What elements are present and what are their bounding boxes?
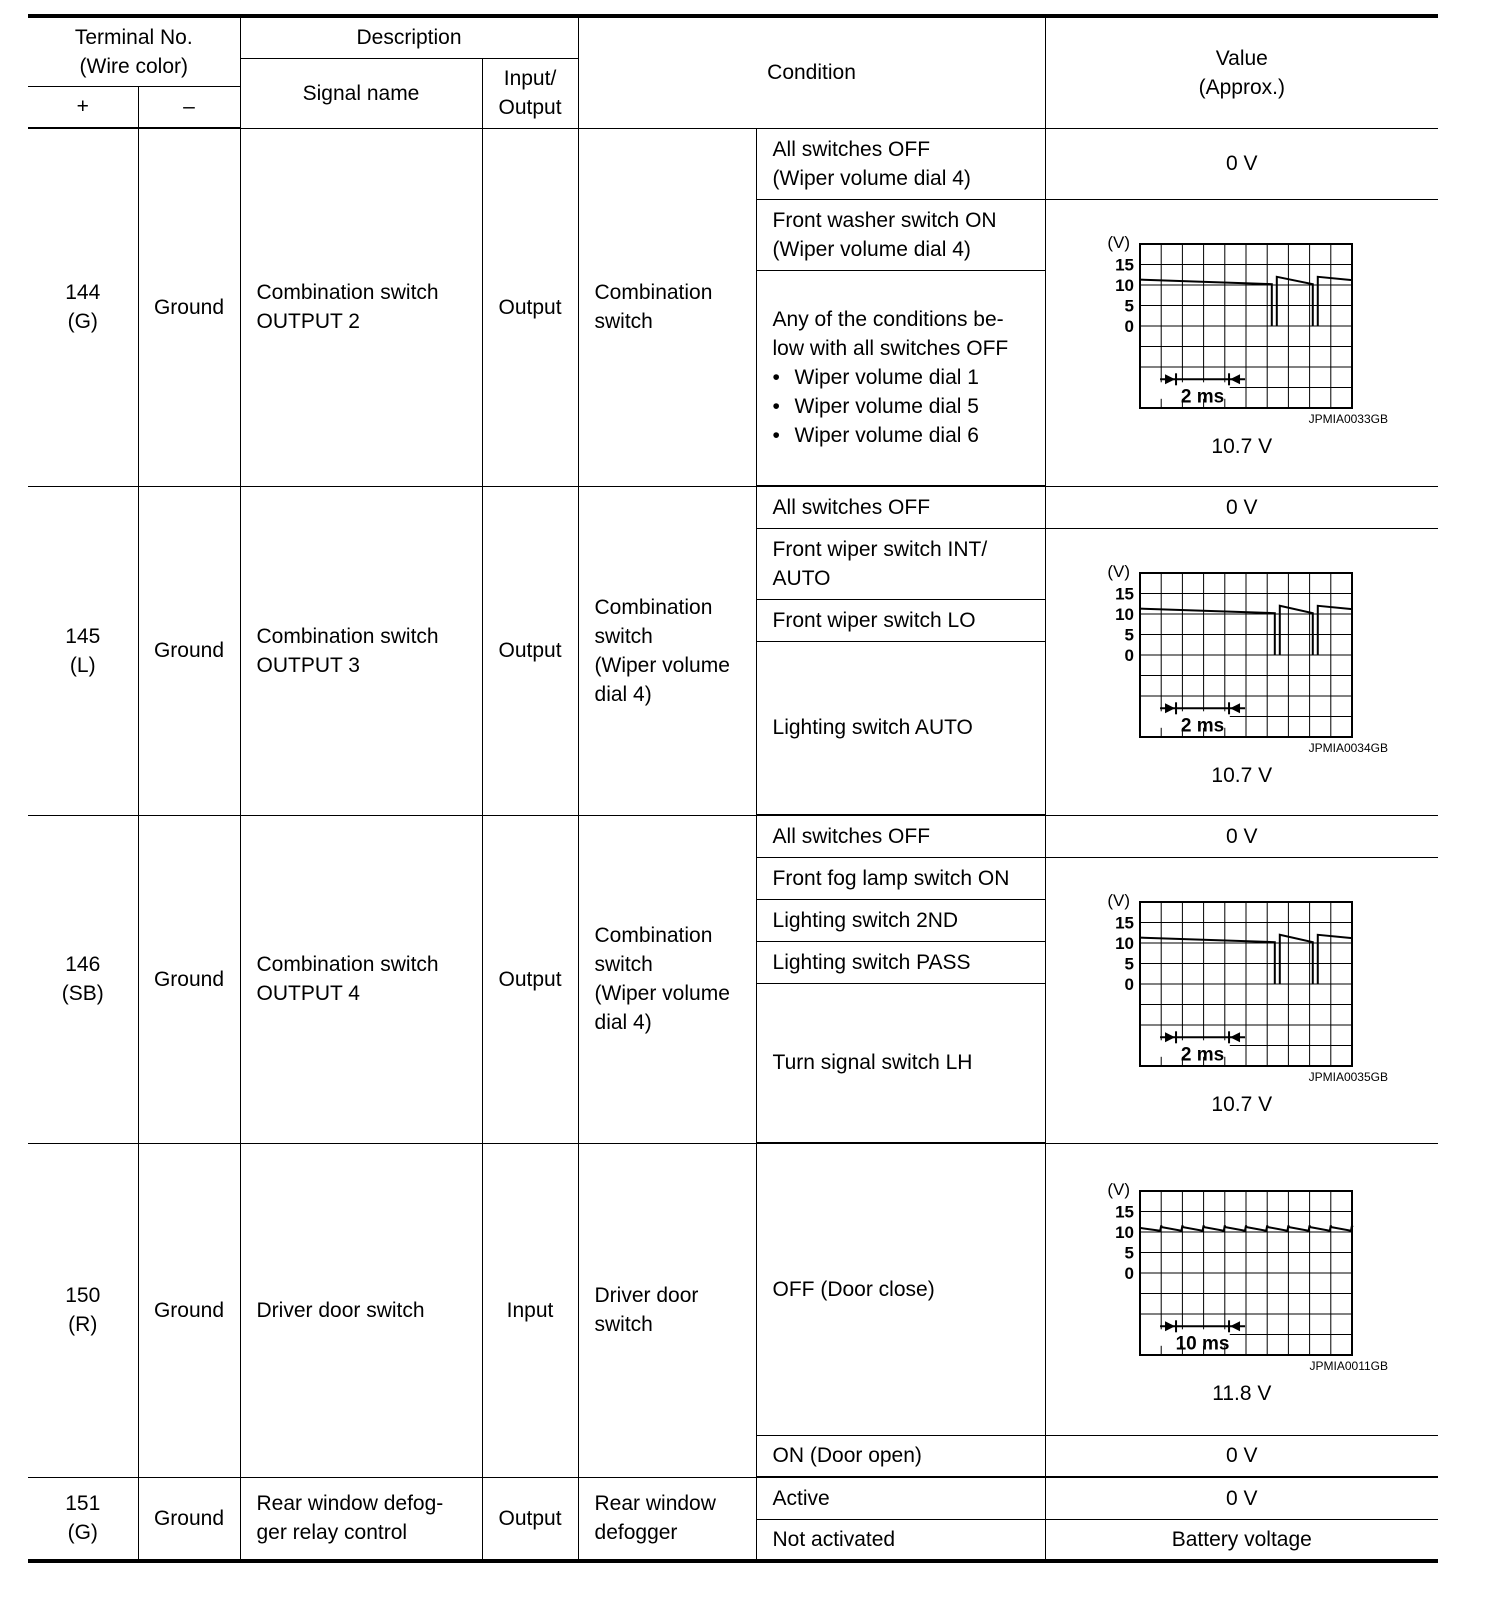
waveform-cell	[1045, 199, 1438, 486]
condition-line: low with all switches OFF	[772, 337, 1009, 361]
scope-tick-label: 10	[1114, 276, 1134, 295]
scope-tick-label: 0	[1124, 974, 1134, 994]
scale-label: 2 ms	[1180, 386, 1224, 408]
terminal-value-table	[28, 14, 1438, 1563]
scope-tick-label: 5	[1124, 954, 1134, 973]
value-header	[1045, 16, 1438, 128]
waveform-cell	[1045, 1143, 1438, 1435]
scale-arrow	[1230, 1032, 1240, 1042]
terminal-number: 151	[65, 1492, 101, 1516]
terminal-no-header	[28, 16, 240, 86]
condition-group-line: dial 4)	[594, 1011, 652, 1034]
scale-arrow	[1230, 374, 1240, 384]
scale-label: 10 ms	[1175, 1332, 1230, 1354]
condition-cell: Lighting switch PASS	[756, 941, 1045, 983]
scope-tick-label: 5	[1124, 296, 1134, 316]
condition-group-line: Rear window	[594, 1492, 716, 1516]
waveform-value: 11.8 V	[1212, 1381, 1272, 1405]
condition-cell: Active	[756, 1477, 1045, 1519]
scope-tick-label: 15	[1114, 913, 1134, 932]
condition-group-line: switch	[594, 1313, 653, 1336]
condition-bullet: • Wiper volume dial 1	[773, 363, 1041, 392]
condition-bullet: • Wiper volume dial 6	[773, 421, 1041, 450]
condition-cell: All switches OFF	[756, 486, 1045, 528]
condition-group-cell	[578, 815, 756, 1143]
terminal-cell	[28, 128, 138, 486]
signal-name-cell	[240, 815, 482, 1143]
waveform-value: 10.7 V	[1211, 764, 1273, 787]
terminal-cell	[28, 1143, 138, 1477]
terminal-number: 150	[65, 1284, 101, 1307]
wire-color: (L)	[69, 653, 96, 677]
scope-tick-label: 15	[1114, 255, 1134, 275]
ground-cell: Ground	[138, 1477, 240, 1561]
waveform-value: 10.7 V	[1211, 1092, 1273, 1116]
scale-label: 2 ms	[1180, 1043, 1224, 1065]
condition-group-cell	[578, 128, 756, 486]
condition-cell: OFF (Door close)	[756, 1143, 1045, 1435]
scope-unit: (V)	[1107, 890, 1130, 910]
io-cell: Output	[482, 128, 578, 486]
ground-cell: Ground	[138, 486, 240, 815]
signal-name-cell	[240, 128, 482, 486]
signal-name-cell: Driver door switch	[240, 1143, 482, 1477]
scope-tick-label: 0	[1124, 317, 1134, 336]
table-row	[28, 815, 1438, 857]
condition-cell	[756, 528, 1045, 599]
condition-cell: Lighting switch AUTO	[756, 641, 1045, 815]
signal-name-line: Combination switch	[256, 624, 439, 648]
output-label: Output	[498, 96, 562, 119]
waveform-svg	[1092, 553, 1392, 753]
ground-cell: Ground	[138, 1143, 240, 1477]
wire-color: (SB)	[61, 982, 104, 1005]
value-cell: 0 V	[1045, 128, 1438, 199]
signal-name-cell	[240, 486, 482, 815]
signal-name-line: ger relay control	[256, 1521, 408, 1545]
oscilloscope-waveform	[1046, 224, 1439, 432]
condition-cell	[756, 128, 1045, 199]
condition-group-line: (Wiper volume	[594, 653, 730, 677]
scope-tick-label: 15	[1114, 1202, 1134, 1221]
io-cell: Output	[482, 815, 578, 1143]
wire-color-label: (Wire color)	[79, 54, 188, 78]
scope-tick-label: 5	[1124, 625, 1134, 645]
oscilloscope-waveform	[1046, 1171, 1439, 1379]
condition-group-line: Combination	[594, 281, 713, 304]
condition-group-line: Combination	[594, 595, 713, 619]
condition-line: (Wiper volume dial 4)	[772, 237, 971, 261]
terminal-cell	[28, 486, 138, 815]
condition-line: Front wiper switch INT/	[772, 537, 988, 561]
condition-group-line: switch	[594, 624, 653, 648]
condition-cell: Lighting switch 2ND	[756, 899, 1045, 941]
signal-name-header: Signal name	[240, 58, 482, 128]
scope-tick-label: 5	[1124, 1243, 1134, 1262]
condition-group-cell	[578, 1143, 756, 1477]
terminal-number: 146	[65, 953, 101, 976]
condition-line: AUTO	[772, 566, 831, 590]
signal-name-line: OUTPUT 2	[256, 310, 360, 333]
oscilloscope-waveform	[1046, 882, 1439, 1090]
io-cell: Output	[482, 1477, 578, 1561]
approx-label: (Approx.)	[1198, 75, 1285, 99]
signal-name-line: Rear window defog-	[256, 1492, 444, 1516]
value-cell: 0 V	[1045, 1477, 1438, 1519]
signal-name-line: Combination switch	[256, 281, 439, 304]
table-row	[28, 1143, 1438, 1435]
value-cell: 0 V	[1045, 1435, 1438, 1477]
condition-cell	[756, 199, 1045, 270]
terminal-cell	[28, 815, 138, 1143]
condition-header: Condition	[578, 16, 1045, 128]
scope-unit: (V)	[1107, 233, 1130, 252]
condition-line: Front washer switch ON	[772, 208, 997, 232]
condition-cell: Turn signal switch LH	[756, 983, 1045, 1143]
input-output-header	[482, 58, 578, 128]
waveform-cell	[1045, 528, 1438, 815]
condition-group-line: switch	[594, 310, 653, 333]
signal-name-line: OUTPUT 3	[256, 653, 360, 677]
condition-bullet: • Wiper volume dial 5	[773, 392, 1041, 421]
table-row	[28, 1477, 1438, 1519]
scope-tick-label: 10	[1114, 933, 1134, 953]
value-cell: Battery voltage	[1045, 1519, 1438, 1561]
io-cell: Output	[482, 486, 578, 815]
table-row	[28, 128, 1438, 199]
figure-code: JPMIA0011GB	[1309, 1358, 1388, 1371]
io-cell: Input	[482, 1143, 578, 1477]
table-row	[28, 486, 1438, 528]
scope-unit: (V)	[1107, 1179, 1130, 1199]
wire-color: (G)	[67, 1521, 98, 1545]
header-row-1	[28, 16, 1438, 58]
waveform-svg	[1092, 224, 1392, 424]
waveform-svg	[1092, 1171, 1392, 1371]
condition-line: All switches OFF	[772, 137, 931, 161]
condition-group-line: (Wiper volume	[594, 982, 730, 1005]
scale-label: 2 ms	[1180, 715, 1224, 737]
figure-code: JPMIA0033GB	[1308, 412, 1388, 424]
scale-arrow	[1230, 1321, 1240, 1331]
figure-code: JPMIA0035GB	[1308, 1069, 1388, 1082]
condition-cell	[756, 270, 1045, 486]
terminal-cell	[28, 1477, 138, 1561]
waveform-value: 10.7 V	[1211, 435, 1273, 458]
condition-cell: Not activated	[756, 1519, 1045, 1561]
value-cell: 0 V	[1045, 815, 1438, 857]
scope-unit: (V)	[1107, 562, 1130, 581]
plus-header: +	[28, 86, 138, 128]
condition-group-line: Combination	[594, 924, 713, 947]
condition-group-line: dial 4)	[594, 682, 652, 706]
description-header: Description	[240, 16, 578, 58]
condition-group-cell	[578, 1477, 756, 1561]
scope-tick-label: 0	[1124, 646, 1134, 665]
scale-arrow	[1230, 703, 1240, 713]
waveform-svg	[1092, 882, 1392, 1082]
condition-line: (Wiper volume dial 4)	[772, 166, 971, 190]
condition-cell: ON (Door open)	[756, 1435, 1045, 1477]
condition-group-line: defogger	[594, 1521, 678, 1545]
signal-name-cell	[240, 1477, 482, 1561]
value-cell: 0 V	[1045, 486, 1438, 528]
value-label: Value	[1215, 46, 1268, 70]
condition-group-line: switch	[594, 953, 653, 976]
ground-cell: Ground	[138, 128, 240, 486]
scope-tick-label: 10	[1114, 1222, 1134, 1242]
terminal-value-table-sheet	[28, 14, 1438, 1563]
condition-group-line: Driver door	[594, 1284, 699, 1307]
input-label: Input/	[503, 67, 557, 90]
minus-header: –	[138, 86, 240, 128]
condition-bullet-list	[773, 363, 1041, 450]
terminal-number: 145	[65, 624, 101, 648]
wire-color: (G)	[67, 310, 98, 334]
terminal-no-label: Terminal No.	[74, 25, 193, 49]
condition-line: Any of the conditions be-	[772, 308, 1004, 332]
scope-tick-label: 0	[1124, 1263, 1134, 1283]
waveform-cell	[1045, 857, 1438, 1143]
condition-cell: Front wiper switch LO	[756, 599, 1045, 641]
scope-tick-label: 15	[1114, 584, 1134, 604]
condition-cell: Front fog lamp switch ON	[756, 857, 1045, 899]
signal-name-line: OUTPUT 4	[256, 982, 360, 1005]
ground-cell: Ground	[138, 815, 240, 1143]
terminal-number: 144	[65, 281, 101, 305]
condition-cell: All switches OFF	[756, 815, 1045, 857]
scope-tick-label: 10	[1114, 605, 1134, 624]
wire-color: (R)	[68, 1313, 98, 1336]
signal-name-line: Combination switch	[256, 953, 439, 976]
figure-code: JPMIA0034GB	[1308, 741, 1388, 753]
oscilloscope-waveform	[1046, 553, 1439, 761]
condition-group-cell	[578, 486, 756, 815]
